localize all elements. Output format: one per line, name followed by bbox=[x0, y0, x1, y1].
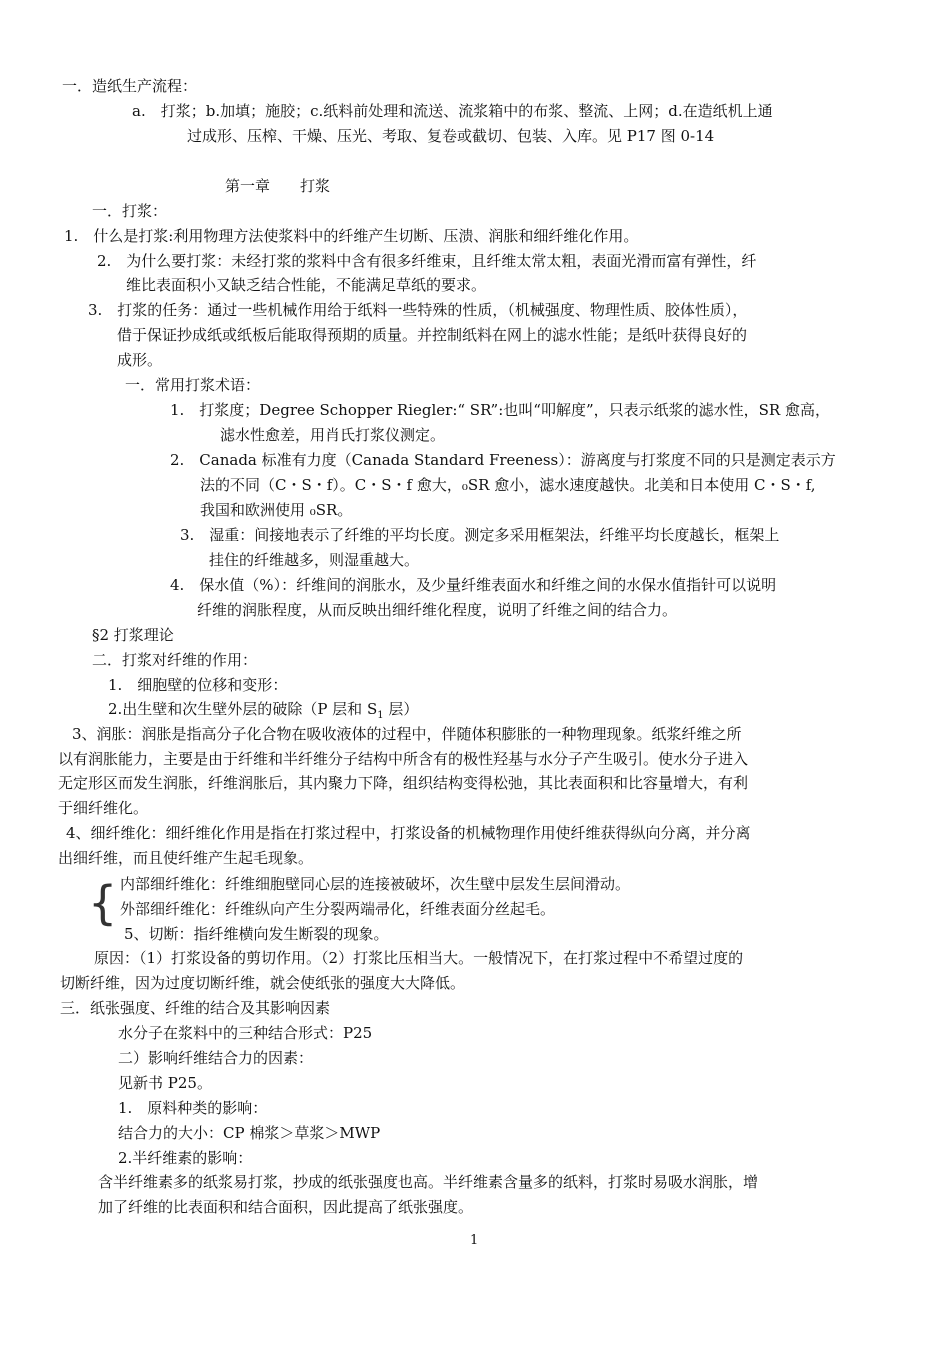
text-line: 我国和欧洲使用 ₀SR。 bbox=[200, 501, 353, 519]
text-line-s1-layer: 2.出生壁和次生壁外层的破除（P 层和 $S_1$ 层） bbox=[108, 700, 419, 721]
text-line: 第一章 打浆 bbox=[225, 177, 331, 195]
text-line: 二．打浆对纤维的作用： bbox=[92, 651, 258, 669]
text-line: 成形。 bbox=[117, 351, 163, 369]
text-line: a. 打浆；b.加填；施胶；c.纸料前处理和流送、流浆箱中的布浆、整流、上网；d.在造纸机上通 bbox=[132, 102, 773, 120]
text-line: 维比表面积小又缺乏结合性能，不能满足草纸的要求。 bbox=[126, 276, 487, 294]
text-line: 4、细纤维化：细纤维化作用是指在打浆过程中，打浆设备的机械物理作用使纤维获得纵向分离，并分离 bbox=[66, 824, 751, 842]
text-line: 过成形、压榨、干燥、压光、考取、复卷或截切、包装、入库。见 P17 图 0-14 bbox=[187, 127, 715, 145]
text-line: 3、润胀：润胀是指高分子化合物在吸收液体的过程中，伴随体积膨胀的一种物理现象。纸浆纤维之所 bbox=[72, 725, 742, 743]
text-line: 借于保证抄成纸或纸板后能取得预期的质量。并控制纸料在网上的滤水性能；是纸叶获得良好的 bbox=[117, 326, 748, 344]
subscript: 1 bbox=[377, 710, 384, 721]
curly-brace-icon: { bbox=[88, 876, 118, 930]
text-line: 含半纤维素多的纸浆易打浆，抄成的纸张强度也高。半纤维素含量多的纸料，打浆时易吸水润胀，增 bbox=[98, 1173, 759, 1191]
text-line: 挂住的纤维越多，则湿重越大。 bbox=[209, 551, 420, 569]
text-line: 3. 打浆的任务：通过一些机械作用给于纸料一些特殊的性质，（机械强度、物理性质、胶体性质）， bbox=[88, 301, 748, 319]
text-line: 1. 打浆度；Degree Schopper Riegler:“ SR”:也叫“叩解度”，只表示纸浆的滤水性，SR 愈高， bbox=[170, 401, 830, 419]
text-line: 外部细纤维化：纤维纵向产生分裂两端帚化，纤维表面分丝起毛。 bbox=[120, 900, 556, 918]
text-line: 水分子在浆料中的三种结合形式：P25 bbox=[118, 1024, 373, 1042]
text-line: 出细纤维，而且使纤维产生起毛现象。 bbox=[58, 849, 314, 867]
text-line: 1. 细胞壁的位移和变形： bbox=[108, 676, 288, 694]
text-line: 二）影响纤维结合力的因素： bbox=[118, 1049, 314, 1067]
text-line: 2. Canada 标准有力度（Canada Standard Freeness）：游离度与打浆度不同的只是测定表示方 bbox=[170, 451, 836, 469]
text-line: 见新书 P25。 bbox=[118, 1074, 212, 1092]
text-line: 1. 什么是打浆:利用物理方法使浆料中的纤维产生切断、压溃、润胀和细纤维化作用。 bbox=[64, 227, 639, 245]
text-line: 滤水性愈差，用肖氏打浆仪测定。 bbox=[220, 426, 446, 444]
text-line: 法的不同（C・S・f）。C・S・f 愈大，₀SR 愈小，滤水速度越快。北美和日本使用 C・S・f, bbox=[200, 476, 816, 494]
text-line: 2. 为什么要打浆：未经打浆的浆料中含有很多纤维束，且纤维太常太粗，表面光滑而富有弹性，纤 bbox=[97, 252, 757, 270]
text-line: 切断纤维，因为过度切断纤维，就会使纸张的强度大大降低。 bbox=[60, 974, 466, 992]
text-line: 纤维的润胀程度，从而反映出细纤维化程度，说明了纤维之间的结合力。 bbox=[197, 601, 678, 619]
text-line: 1. 原料种类的影响： bbox=[118, 1099, 268, 1117]
text-line: 加了纤维的比表面积和结合面积，因此提高了纸张强度。 bbox=[98, 1198, 474, 1216]
page-number: 1 bbox=[470, 1233, 479, 1248]
text-line: 一．打浆： bbox=[92, 202, 168, 220]
text-line: 以有润胀能力，主要是由于纤维和半纤维分子结构中所含有的极性羟基与水分子产生吸引。使水分子进入 bbox=[58, 750, 749, 768]
text-line: 无定形区而发生润胀，纤维润胀后，其内聚力下降，组织结构变得松弛，其比表面积和比容量增大，有利 bbox=[58, 774, 749, 792]
text-line: 4. 保水值（%）：纤维间的润胀水，及少量纤维表面水和纤维之间的水保水值指针可以说明 bbox=[170, 576, 777, 594]
text-line: 一．造纸生产流程： bbox=[62, 77, 198, 95]
text-line: 3. 湿重：间接地表示了纤维的平均长度。测定多采用框架法，纤维平均长度越长，框架上 bbox=[180, 526, 780, 544]
text-line: 5、切断：指纤维横向发生断裂的现象。 bbox=[124, 925, 389, 943]
text-line: 内部细纤维化：纤维细胞壁同心层的连接被破坏，次生壁中层发生层间滑动。 bbox=[120, 875, 631, 893]
text-line: 一．常用打浆术语： bbox=[125, 376, 261, 394]
text-line: 结合力的大小：CP 棉浆＞草浆＞MWP bbox=[118, 1124, 381, 1142]
text-line: 原因：（1）打浆设备的剪切作用。（2）打浆比压相当大。一般情况下，在打浆过程中不希望过度的 bbox=[94, 949, 744, 967]
text-line: 于细纤维化。 bbox=[58, 799, 149, 817]
text-line: 2.半纤维素的影响： bbox=[118, 1149, 253, 1167]
text-line: 三．纸张强度、纤维的结合及其影响因素 bbox=[60, 999, 331, 1017]
text-line: §2 打浆理论 bbox=[92, 626, 174, 644]
